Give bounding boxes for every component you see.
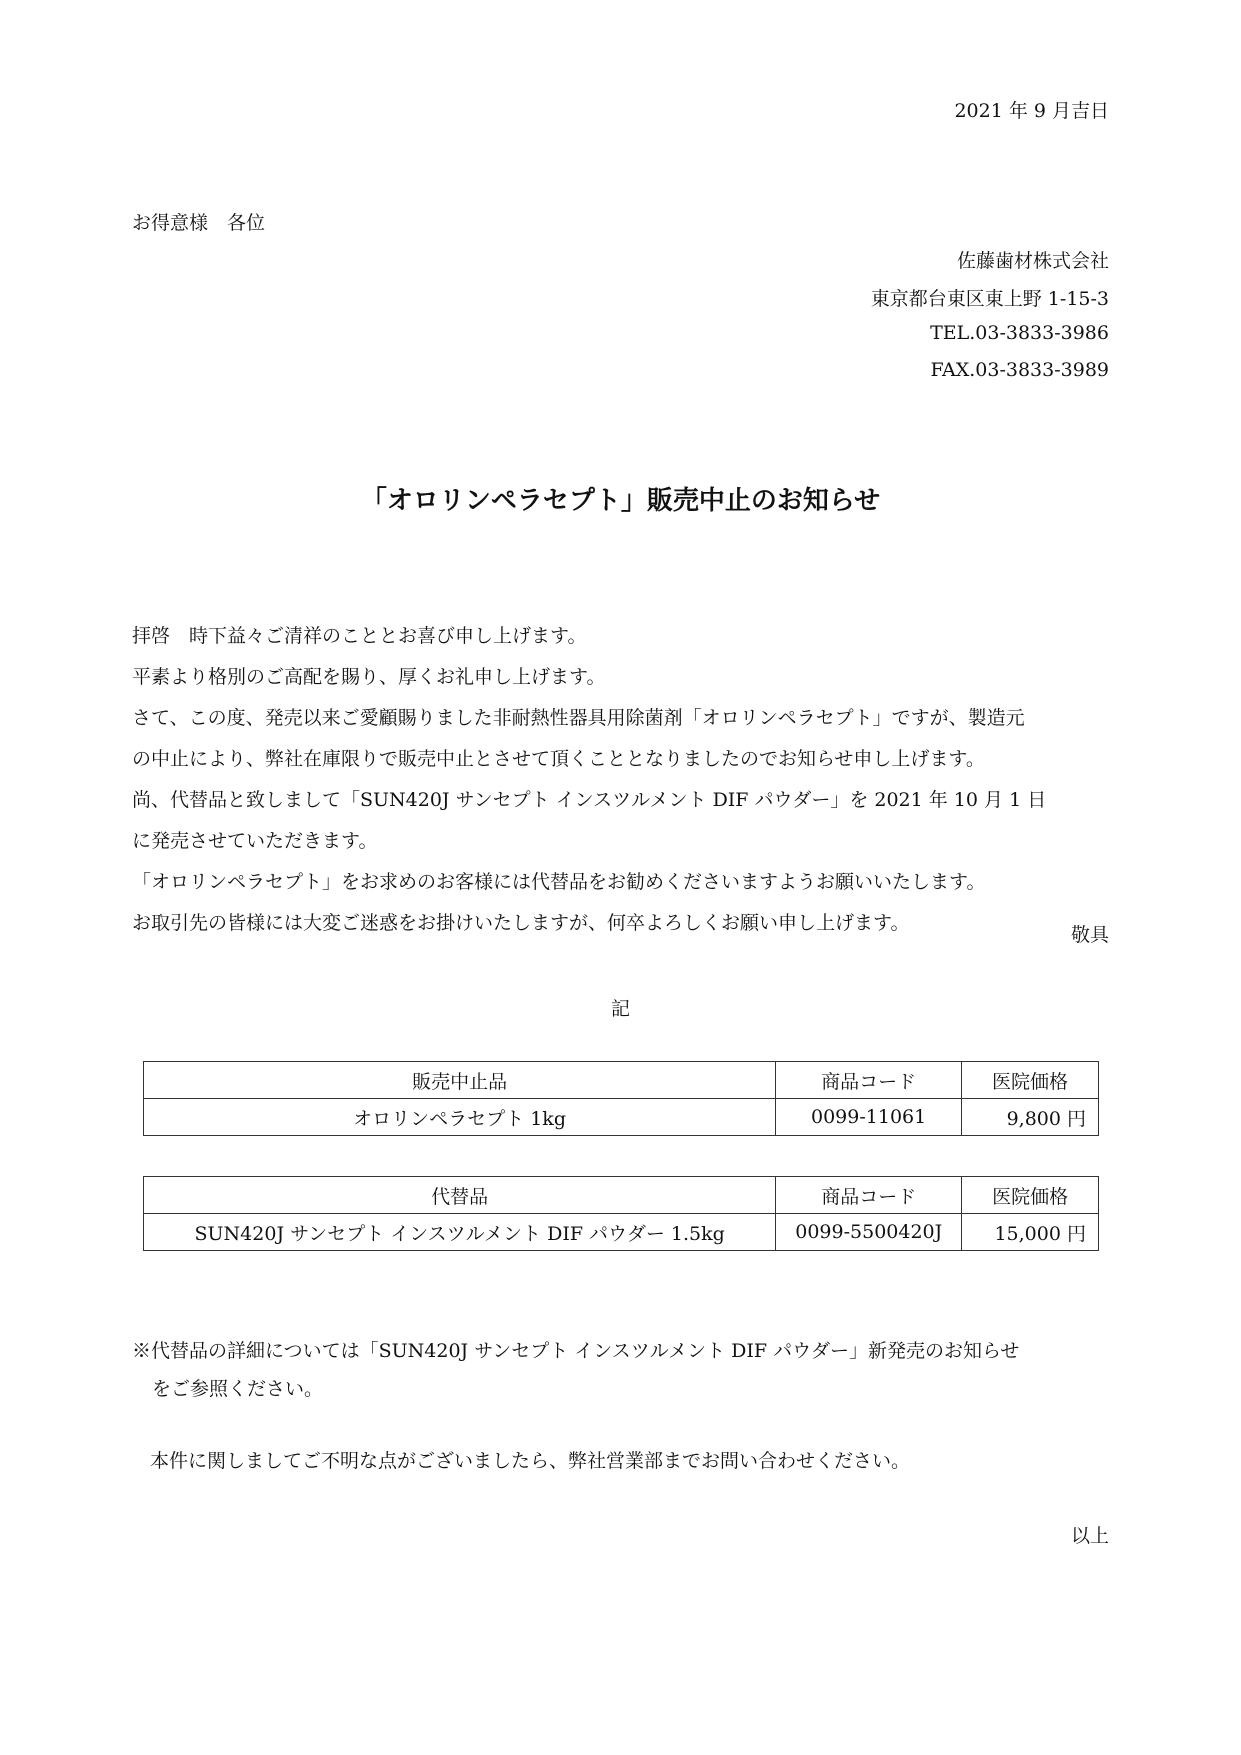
body-line: さて、この度、発売以来ご愛顧賜りました非耐熱性器具用除菌剤「オロリンペラセプト」ですが、製造元 — [132, 707, 1025, 729]
body-line: に発売させていただきます。 — [132, 830, 378, 852]
replacement-table — [143, 1176, 1099, 1251]
sender-tel: TEL.03-3833-3986 — [930, 322, 1109, 344]
table-header-cell: 医院価格 — [962, 1062, 1099, 1099]
table-header-row — [144, 1062, 1099, 1099]
body-line: 「オロリンペラセプト」をお求めのお客様には代替品をお勧めくださいますようお願いいたします。 — [132, 871, 986, 893]
price-cell: 9,800 円 — [962, 1099, 1099, 1136]
sender-company: 佐藤歯材株式会社 — [956, 250, 1109, 272]
closing-keigu: 敬具 — [1070, 924, 1109, 946]
table-row — [144, 1214, 1099, 1251]
table-row — [144, 1099, 1099, 1136]
body-line: 拝啓 時下益々ご清祥のこととお喜び申し上げます。 — [132, 625, 587, 647]
price-cell: 15,000 円 — [962, 1214, 1099, 1251]
document-date: 2021 年 9 月吉日 — [954, 100, 1109, 122]
product-name-cell: SUN420J サンセプト インスツルメント DIF パウダー 1.5kg — [144, 1214, 776, 1251]
body-text — [132, 616, 1109, 944]
recipient: お得意様 各位 — [132, 212, 266, 234]
note-line: ※代替品の詳細については「SUN420J サンセプト インスツルメント DIF パウダー」新発売のお知らせ — [132, 1340, 1020, 1362]
sender-address: 東京都台東区東上野 1-15-3 — [870, 288, 1109, 310]
table-header-row — [144, 1177, 1099, 1214]
product-code-cell: 0099-11061 — [776, 1099, 962, 1136]
product-name-cell: オロリンペラセプト 1kg — [144, 1099, 776, 1136]
ki-heading: 記 — [610, 998, 630, 1020]
table-header-cell: 販売中止品 — [144, 1062, 776, 1099]
note-line: をご参照ください。 — [152, 1378, 324, 1400]
inquiry-text: 本件に関しましてご不明な点がございましたら、弊社営業部までお問い合わせください。 — [150, 1450, 911, 1472]
table-header-cell: 商品コード — [776, 1062, 962, 1099]
table-header-cell: 医院価格 — [962, 1177, 1099, 1214]
closing-ijou: 以上 — [1070, 1525, 1109, 1547]
body-line: 尚、代替品と致しまして「SUN420J サンセプト インスツルメント DIF パウダー」を 2021 年 10 月 1 日 — [132, 789, 1047, 811]
product-code-cell: 0099-5500420J — [776, 1214, 962, 1251]
body-line: 平素より格別のご高配を賜り、厚くお礼申し上げます。 — [132, 666, 606, 688]
table-header-cell: 商品コード — [776, 1177, 962, 1214]
discontinued-table — [143, 1061, 1099, 1136]
sender-fax: FAX.03-3833-3989 — [930, 359, 1109, 381]
table-header-cell: 代替品 — [144, 1177, 776, 1214]
body-line: お取引先の皆様には大変ご迷惑をお掛けいたしますが、何卒よろしくお願い申し上げます。 — [132, 912, 910, 934]
document-title: 「オロリンペラセプト」販売中止のお知らせ — [360, 486, 881, 516]
body-line: の中止により、弊社在庫限りで販売中止とさせて頂くこととなりましたのでお知らせ申し上げます。 — [132, 748, 985, 770]
